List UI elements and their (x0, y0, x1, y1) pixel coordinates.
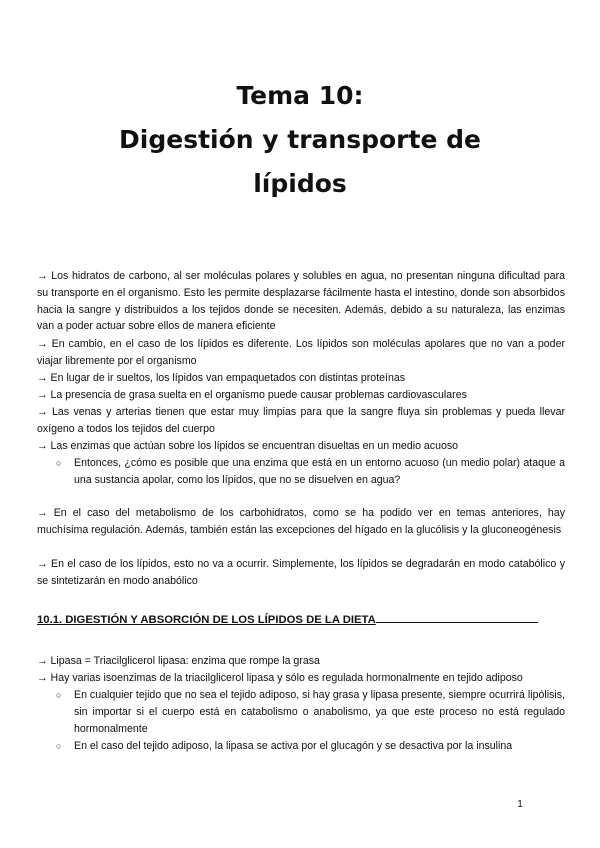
heading-underline (376, 612, 538, 623)
paragraph: → En el caso del metabolismo de los carbohidratos, como se ha podido ver en temas anteriores, hay muchísima regulación. Además, también están las excepciones del hígado en la glucólisis y la gluconeogénesis (37, 507, 565, 536)
paragraph: → En cambio, en el caso de los lípidos es diferente. Los lípidos son moléculas apolares que no van a poder viajar libremente por el organismo (37, 338, 565, 367)
title-line-3: lípidos (253, 169, 347, 198)
paragraph: → Las venas y arterias tienen que estar muy limpias para que la sangre fluya sin problemas y pueda llevar oxígeno a todos los tejidos del cuerpo (37, 406, 565, 435)
list-item (56, 455, 565, 489)
list-item (56, 687, 565, 737)
page-number: 1 (517, 798, 523, 810)
paragraph: → Las enzimas que actúan sobre los lípidos se encuentran disueltas en un medio acuoso (37, 440, 459, 452)
paragraph: → Los hidratos de carbono, al ser moléculas polares y solubles en agua, no presentan ninguna dificultad para su transporte en el organismo. Esto les permite desplazarse fácilmente hasta el intestino, donde son absorbidos hacia la sangre y distribuidos a los tejidos donde se necesiten. Además, debido a su naturaleza, las enzimas van a poder actuar sobre ellos de manera eficiente (37, 270, 565, 333)
bullet-icon: ○ (56, 741, 62, 751)
section-heading (37, 612, 538, 626)
list-item (56, 738, 565, 755)
bullet-icon: ○ (56, 458, 62, 468)
paragraph: → En lugar de ir sueltos, los lípidos van empaquetados con distintas proteínas (37, 372, 406, 384)
list-item-text: Entonces, ¿cómo es posible que una enzima que está en un entorno acuoso (un medio polar) ataque a una sustancia apolar, como los lípidos, que no se disuelven en agua? (74, 457, 565, 486)
section-heading-text: 10.1. DIGESTIÓN Y ABSORCIÓN DE LOS LÍPIDOS DE LA DIETA (37, 614, 376, 626)
list-item-text: En cualquier tejido que no sea el tejido adiposo, si hay grasa y lipasa presente, siempre ocurrirá lipólisis, sin importar si el cuerpo está en catabolismo o anabolismo, ya que este proceso no está regulado hormonalmente (74, 689, 565, 735)
paragraph: → Lipasa = Triacilglicerol lipasa: enzima que rompe la grasa (37, 655, 320, 667)
list-item-text: En el caso del tejido adiposo, la lipasa se activa por el glucagón y se desactiva por la insulina (74, 740, 513, 752)
paragraph: → Hay varias isoenzimas de la triacilglicerol lipasa y sólo es regulada hormonalmente en tejido adiposo (37, 672, 523, 684)
title-line-2: Digestión y transporte de (119, 125, 481, 154)
bullet-icon: ○ (56, 690, 62, 700)
paragraph: → La presencia de grasa suelta en el organismo puede causar problemas cardiovasculares (37, 389, 467, 401)
page-title (0, 74, 600, 206)
title-line-1: Tema 10: (236, 81, 364, 110)
paragraph: → En el caso de los lípidos, esto no va a ocurrir. Simplemente, los lípidos se degradarán en modo catabólico y se sintetizarán en modo anabólico (37, 558, 565, 587)
